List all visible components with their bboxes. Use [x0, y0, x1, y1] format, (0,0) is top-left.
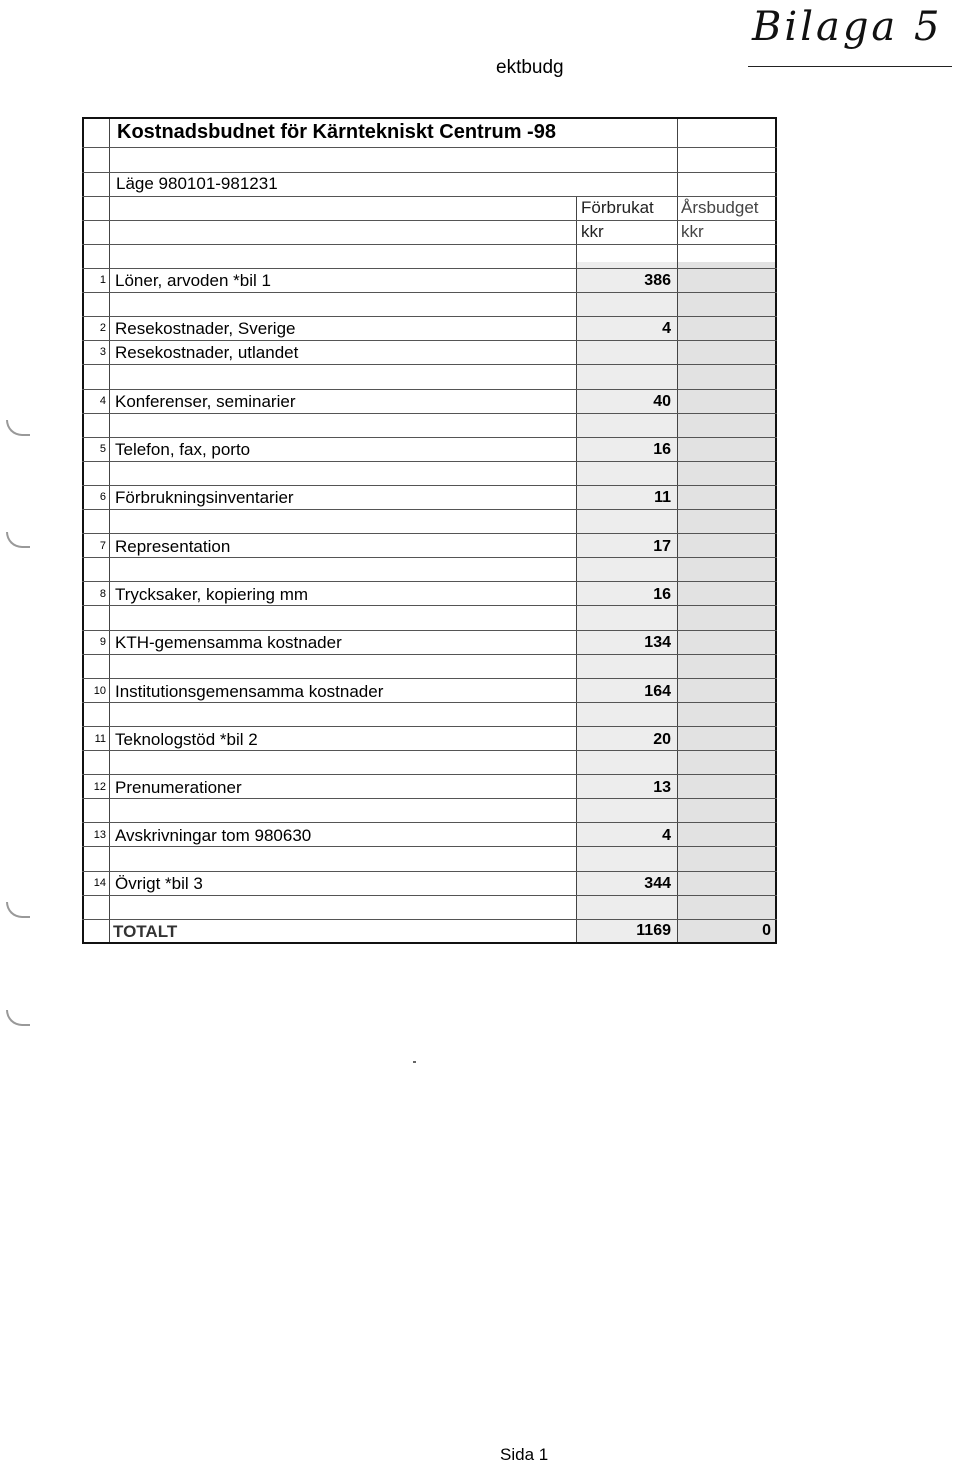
- row-line: [82, 702, 777, 703]
- row-spent-value: 16: [653, 441, 671, 458]
- row-spent-value: 344: [644, 875, 671, 892]
- row-spent-value: 16: [653, 586, 671, 603]
- row-line: [82, 509, 777, 510]
- punch-hole-mark: [6, 1010, 30, 1026]
- row-line: [82, 461, 777, 462]
- row-label: KTH-gemensamma kostnader: [115, 633, 342, 652]
- total-spent-value: 1169: [636, 922, 671, 939]
- row-line: [82, 316, 777, 317]
- row-line: [82, 654, 777, 655]
- table-right-border: [775, 118, 777, 944]
- table-title: Kostnadsbudnet för Kärntekniskt Centrum -98: [117, 121, 556, 143]
- row-line: [82, 172, 777, 173]
- row-label: Prenumerationer: [115, 778, 242, 797]
- row-line: [82, 292, 777, 293]
- row-label: Telefon, fax, porto: [115, 440, 251, 459]
- row-line: [82, 630, 777, 631]
- page-footer: Sida 1: [500, 1445, 549, 1464]
- row-line: [82, 485, 777, 486]
- table-bottom-border: [82, 942, 777, 944]
- scan-speck: [413, 1061, 416, 1063]
- row-label: Resekostnader, utlandet: [115, 343, 299, 362]
- row-line: [82, 774, 777, 775]
- page-header: ektbudg: [496, 57, 564, 78]
- table-left-border: [82, 118, 84, 944]
- row-line: [82, 605, 777, 606]
- row-label: Avskrivningar tom 980630: [115, 826, 312, 845]
- row-number: 4: [99, 395, 106, 407]
- row-label: Löner, arvoden *bil 1: [115, 271, 271, 290]
- row-line: [82, 196, 777, 197]
- row-line: [82, 389, 777, 390]
- row-line: [82, 413, 777, 414]
- table-top-border: [82, 117, 777, 119]
- row-spent-value: 17: [653, 538, 671, 555]
- label-column-divider: [576, 196, 577, 944]
- row-label: Övrigt *bil 3: [115, 874, 203, 893]
- row-spent-value: 11: [654, 489, 671, 506]
- row-number: 8: [99, 588, 106, 600]
- row-spent-value: 4: [662, 827, 671, 844]
- row-line: [82, 895, 777, 896]
- row-spent-value: 164: [644, 683, 671, 700]
- row-number: 1: [99, 274, 106, 286]
- row-spent-value: 20: [653, 731, 671, 748]
- row-spent-value: 386: [644, 272, 671, 289]
- row-line: [82, 268, 777, 269]
- row-label: Konferenser, seminarier: [115, 392, 296, 411]
- annual-column-unit: kkr: [681, 222, 704, 241]
- row-line: [82, 557, 777, 558]
- row-line: [82, 822, 777, 823]
- row-number: 7: [99, 540, 106, 552]
- row-line: [82, 798, 777, 799]
- annual-column-header: Årsbudget: [681, 198, 759, 217]
- row-spent-value: 4: [662, 320, 671, 337]
- row-number: 11: [94, 733, 106, 745]
- row-label: Resekostnader, Sverige: [115, 319, 296, 338]
- row-line: [82, 750, 777, 751]
- row-line: [82, 437, 777, 438]
- row-line: [82, 919, 777, 920]
- row-number: 12: [93, 781, 106, 793]
- row-number: 2: [99, 322, 106, 334]
- row-line: [82, 581, 777, 582]
- row-line: [82, 533, 777, 534]
- row-label: Teknologstöd *bil 2: [115, 730, 258, 749]
- row-spent-value: 134: [644, 634, 671, 651]
- row-line: [82, 220, 777, 221]
- row-line: [82, 244, 777, 245]
- total-label: TOTALT: [113, 922, 178, 941]
- row-line: [82, 871, 777, 872]
- handwritten-note: Bilaga 5: [752, 4, 943, 50]
- row-number: 6: [99, 491, 106, 503]
- status-label: Läge 980101-981231: [116, 174, 278, 193]
- row-number: 3: [99, 346, 106, 358]
- row-label: Förbrukningsinventarier: [115, 488, 294, 507]
- row-spent-value: 40: [653, 393, 671, 410]
- spent-column-unit: kkr: [581, 222, 604, 241]
- number-column-divider: [109, 118, 110, 944]
- row-line: [82, 726, 777, 727]
- row-line: [82, 846, 777, 847]
- row-number: 9: [99, 636, 106, 648]
- row-spent-value: 13: [653, 779, 671, 796]
- spent-column-header: Förbrukat: [581, 198, 654, 217]
- spent-column-divider: [677, 118, 678, 944]
- row-label: Representation: [115, 537, 231, 556]
- row-number: 10: [93, 685, 106, 697]
- row-line: [82, 340, 777, 341]
- row-label: Institutionsgemensamma kostnader: [115, 682, 384, 701]
- row-line: [82, 364, 777, 365]
- total-annual-value: 0: [762, 922, 771, 939]
- row-line: [82, 147, 777, 148]
- row-number: 5: [99, 443, 106, 455]
- row-number: 14: [93, 877, 106, 889]
- row-line: [82, 678, 777, 679]
- row-label: Trycksaker, kopiering mm: [115, 585, 309, 604]
- row-number: 13: [93, 829, 106, 841]
